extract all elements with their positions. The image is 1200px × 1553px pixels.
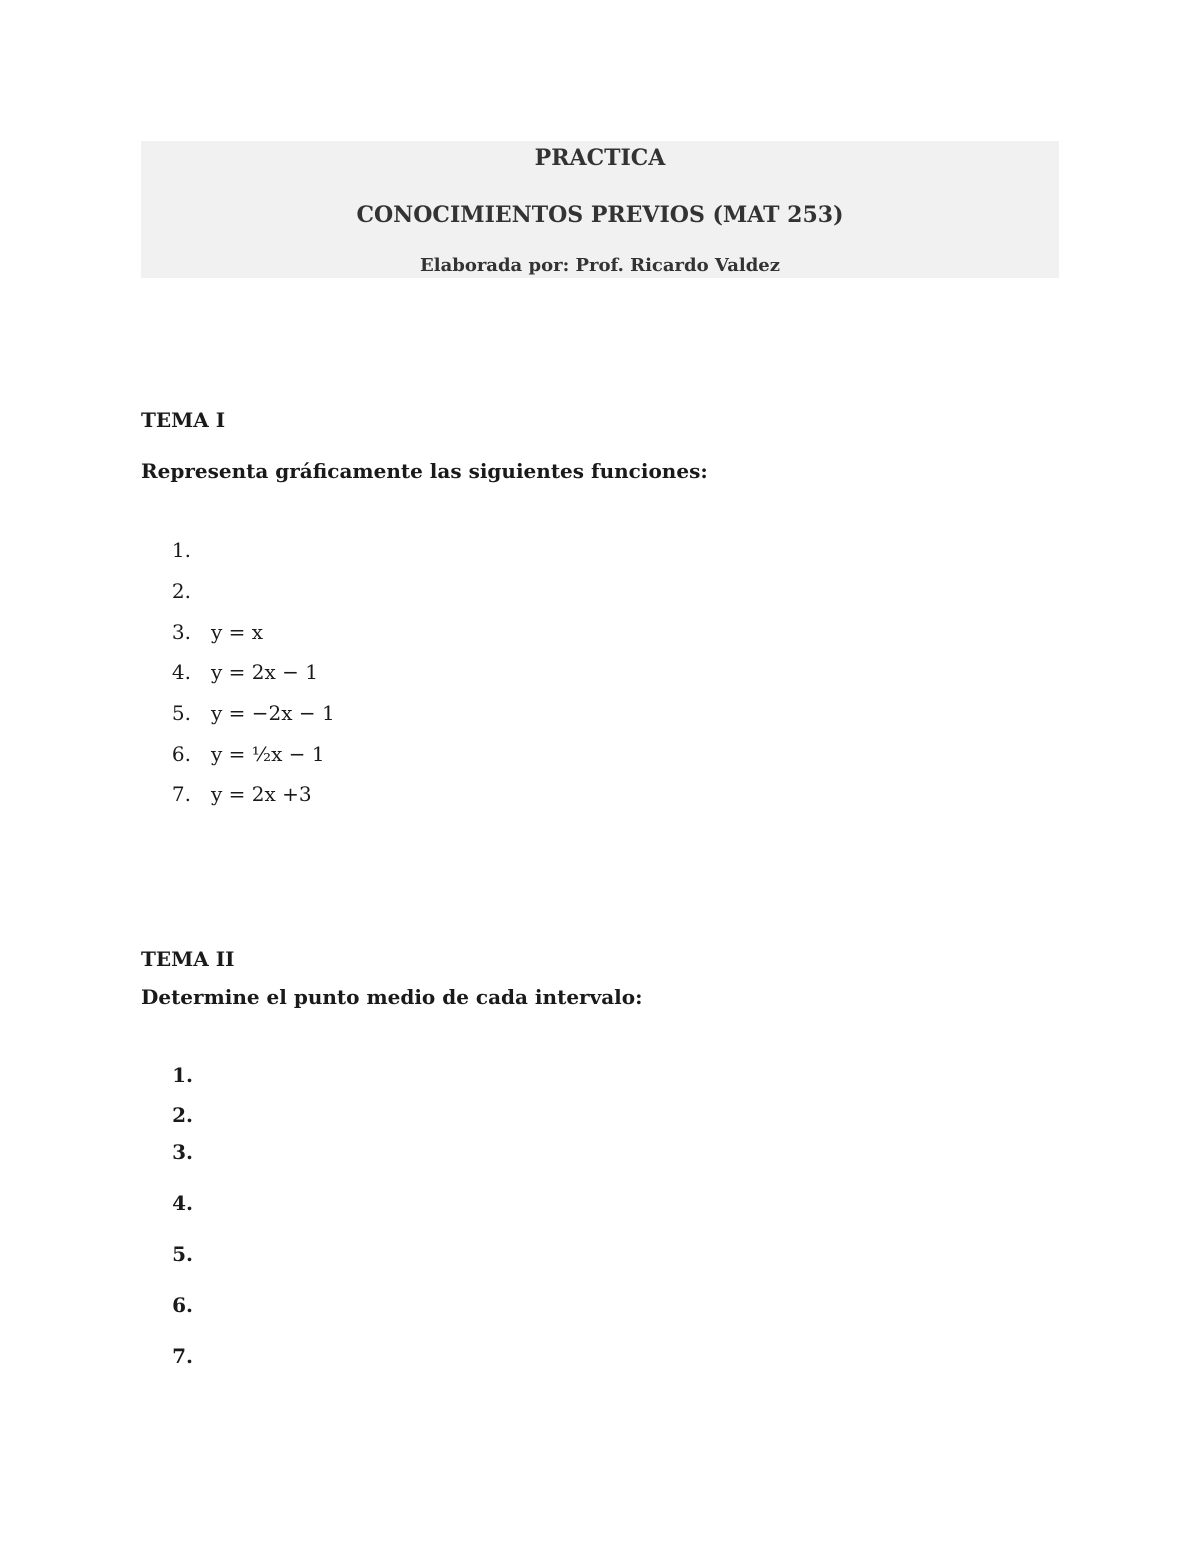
item-number: 7. [171,782,191,806]
item-number: 2. [171,579,191,603]
item-number: 3. [172,1140,193,1164]
item-expression: y = −2x − 1 [211,701,335,725]
tema1-title: TEMA I [141,408,226,432]
item-number: 4. [172,1191,193,1215]
item-number: 5. [172,1242,193,1266]
item-number: 5. [171,701,191,725]
tema2-instruction: Determine el punto medio de cada intervalo: [141,985,643,1009]
item-expression: y = ½x − 1 [211,742,325,766]
item-number: 7. [172,1344,193,1368]
tema1-instruction: Representa gráficamente las siguientes funciones: [141,459,708,483]
item-expression: y = 2x − 1 [211,660,318,684]
tema2-title: TEMA II [141,947,235,971]
item-number: 2. [172,1103,193,1127]
header-box [141,141,1059,278]
item-number: 6. [172,1293,193,1317]
document-title: PRACTICA [534,145,666,171]
item-expression: y = 2x +3 [211,782,312,806]
item-number: 3. [171,620,191,644]
item-number: 1. [172,1063,193,1087]
document-author: Elaborada por: Prof. Ricardo Valdez [420,255,780,276]
item-number: 4. [171,660,191,684]
item-number: 6. [171,742,191,766]
document-subtitle: CONOCIMIENTOS PREVIOS (MAT 253) [356,202,844,228]
item-expression: y = x [211,620,264,644]
item-number: 1. [171,538,191,562]
